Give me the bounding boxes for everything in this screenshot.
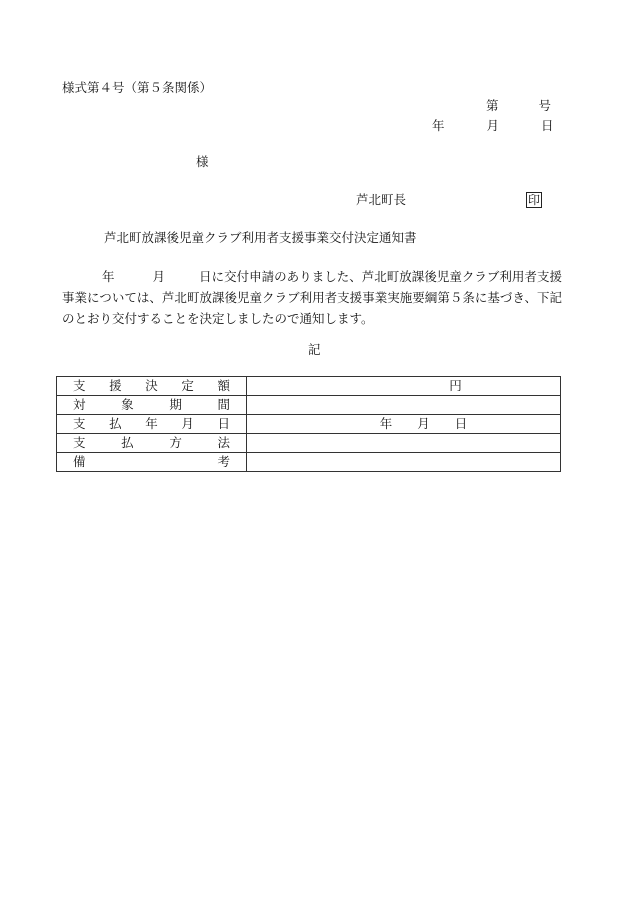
- row-label: 備 考: [57, 453, 247, 472]
- record-table: [56, 376, 561, 472]
- date-year: 年: [432, 118, 445, 133]
- table-row: [57, 434, 561, 453]
- row-value: [247, 377, 561, 396]
- table-row: [57, 415, 561, 434]
- row-value: [247, 396, 561, 415]
- issue-date: [432, 120, 554, 133]
- ki-heading: 記: [308, 342, 321, 357]
- row-label: 支 払 方 法: [57, 434, 247, 453]
- body-paragraph: [62, 266, 562, 329]
- sender-title: 芦北町長: [356, 192, 407, 207]
- payment-date: 年 月 日: [379, 415, 468, 431]
- table-row: [57, 453, 561, 472]
- row-value: [247, 434, 561, 453]
- date-day: 日: [541, 118, 554, 133]
- document-number: [486, 100, 551, 113]
- row-label: 対 象 期 間: [57, 396, 247, 415]
- row-label: 支 援 決 定 額: [57, 377, 247, 396]
- form-number: 様式第４号（第５条関係）: [62, 80, 213, 95]
- doc-number-suffix: 号: [538, 98, 552, 113]
- table-row: [57, 377, 561, 396]
- table-row: [57, 396, 561, 415]
- addressee-honorific: 様: [196, 154, 209, 169]
- row-value: [247, 453, 561, 472]
- body-year: 年: [102, 269, 115, 284]
- doc-number-prefix: 第: [486, 98, 499, 113]
- date-month: 月: [486, 118, 500, 133]
- row-label: 支 払 年 月 日: [57, 415, 247, 434]
- seal-label: 印: [528, 193, 541, 207]
- document-title: 芦北町放課後児童クラブ利用者支援事業交付決定通知書: [104, 230, 417, 245]
- seal-mark: [526, 192, 542, 208]
- body-month: 月: [152, 269, 166, 284]
- body-text: 日に交付申請のありました、芦北町放課後児童クラブ利用者支援事業については、芦北町放課後児童クラブ利用者支援事業実施要綱第５条に基づき、下記のとおり交付することを決定しましたので通知します。: [62, 269, 562, 326]
- row-value: [247, 415, 561, 434]
- yen-unit: 円: [449, 377, 462, 393]
